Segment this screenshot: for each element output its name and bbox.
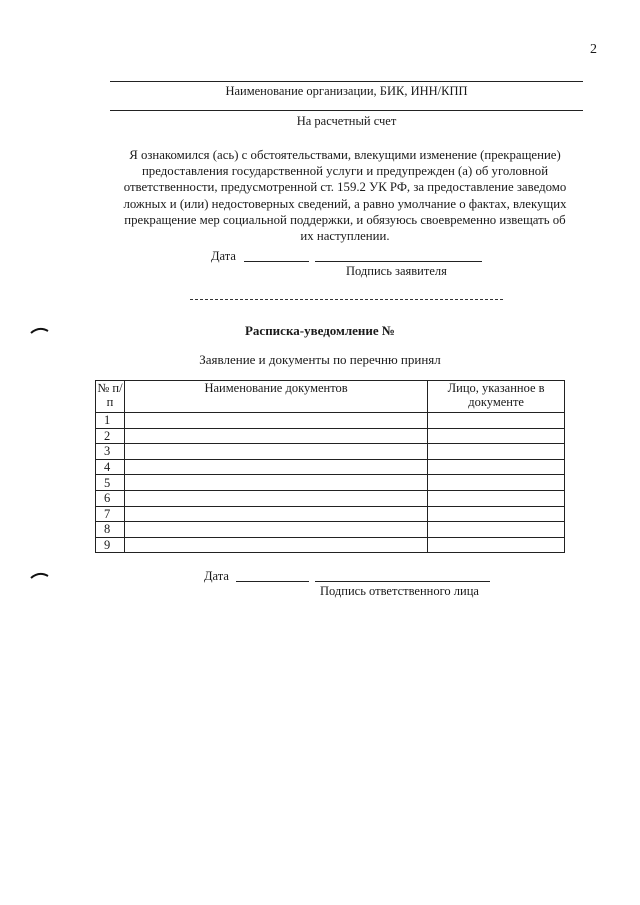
- row-number: 1: [96, 413, 125, 429]
- person-cell[interactable]: [428, 428, 565, 444]
- declaration-text: Я ознакомился (ась) с обстоятельствами, влекущими изменение (прекращение) предоставления государственной услуги и предупрежден (а) об уголовной ответственности, предусмотренной ст. 159.2 УК РФ, за предоставление заведомо ложных и (или) недостоверных сведений, а равно умолчание о фактах, влекущих прекращение мер социальной поддержки, и обязуюсь своевременно извещать об их наступлении.: [123, 148, 567, 244]
- cut-line: [190, 299, 503, 300]
- account-line: [110, 110, 583, 111]
- table-row: [96, 537, 565, 553]
- document-name-cell[interactable]: [124, 475, 427, 491]
- account-caption: На расчетный счет: [296, 114, 397, 128]
- responsible-date-line[interactable]: [236, 581, 309, 582]
- responsible-signature-line[interactable]: [315, 581, 490, 582]
- document-name-cell[interactable]: [124, 490, 427, 506]
- applicant-date-line[interactable]: [244, 261, 309, 262]
- person-cell[interactable]: [428, 459, 565, 475]
- table-header-row: [96, 381, 565, 413]
- applicant-signature-line[interactable]: [315, 261, 482, 262]
- org-caption: Наименование организации, БИК, ИНН/КПП: [225, 84, 468, 98]
- person-cell[interactable]: [428, 490, 565, 506]
- person-cell[interactable]: [428, 506, 565, 522]
- table-row: [96, 444, 565, 460]
- person-cell[interactable]: [428, 522, 565, 538]
- applicant-date-label: Дата: [211, 249, 236, 263]
- applicant-signature-label: Подпись заявителя: [346, 264, 447, 278]
- document-name-cell[interactable]: [124, 428, 427, 444]
- documents-table: [95, 380, 565, 553]
- person-cell[interactable]: [428, 413, 565, 429]
- col-header-documents: Наименование документов: [124, 381, 427, 413]
- receipt-subtitle: Заявление и документы по перечню принял: [199, 352, 441, 367]
- col-header-number: № п/п: [96, 381, 125, 413]
- table-row: [96, 459, 565, 475]
- table-row: [96, 475, 565, 491]
- document-name-cell[interactable]: [124, 459, 427, 475]
- document-name-cell[interactable]: [124, 522, 427, 538]
- receipt-title: Расписка-уведомление №: [244, 323, 395, 338]
- document-name-cell[interactable]: [124, 444, 427, 460]
- document-name-cell[interactable]: [124, 537, 427, 553]
- row-number: 2: [96, 428, 125, 444]
- row-number: 4: [96, 459, 125, 475]
- responsible-date-label: Дата: [204, 569, 229, 583]
- person-cell[interactable]: [428, 475, 565, 491]
- document-name-cell[interactable]: [124, 506, 427, 522]
- row-number: 6: [96, 490, 125, 506]
- document-name-cell[interactable]: [124, 413, 427, 429]
- table-row: [96, 490, 565, 506]
- table-row: [96, 413, 565, 429]
- org-line: [110, 81, 583, 82]
- person-cell[interactable]: [428, 537, 565, 553]
- row-number: 3: [96, 444, 125, 460]
- row-number: 7: [96, 506, 125, 522]
- table-row: [96, 522, 565, 538]
- col-header-person: Лицо, указанное в документе: [428, 381, 565, 413]
- page-number: 2: [590, 42, 597, 57]
- table-row: [96, 506, 565, 522]
- responsible-signature-label: Подпись ответственного лица: [320, 584, 479, 598]
- row-number: 8: [96, 522, 125, 538]
- row-number: 5: [96, 475, 125, 491]
- scan-mark: [30, 322, 50, 332]
- table-row: [96, 428, 565, 444]
- scan-mark: [30, 567, 50, 577]
- person-cell[interactable]: [428, 444, 565, 460]
- row-number: 9: [96, 537, 125, 553]
